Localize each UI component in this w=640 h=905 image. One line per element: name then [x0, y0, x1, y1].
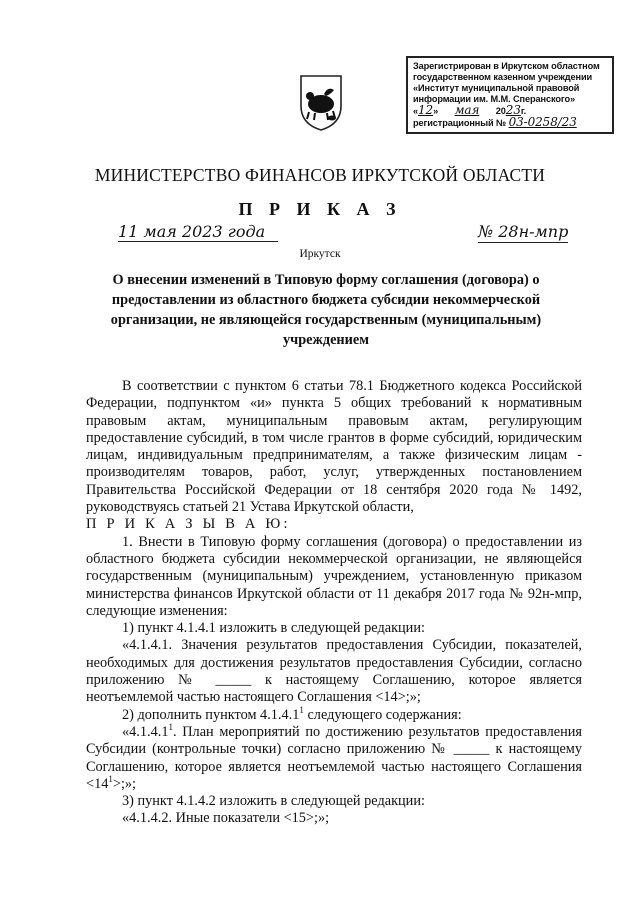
- stamp-reg-label: регистрационный №: [413, 118, 507, 128]
- paragraph-1-item-2: [86, 704, 582, 724]
- item-2-text-end: следующего содержания:: [303, 706, 462, 723]
- quote-start: «4.1.4.1: [122, 723, 169, 740]
- document-body: [86, 378, 582, 828]
- order-number: [478, 222, 568, 243]
- document-type-heading: П Р И К А З: [238, 199, 402, 219]
- coat-of-arms-emblem: [298, 72, 344, 132]
- stamp-line: государственном казенном учреждении: [413, 72, 593, 82]
- item-2-text: 2) дополнить пунктом 4.1.4.1: [122, 706, 300, 723]
- number-sign: №: [478, 222, 494, 241]
- stamp-date-month: мая: [454, 103, 480, 117]
- city-label: Иркутск: [299, 248, 341, 260]
- intro-paragraph: В соответствии с пунктом 6 статьи 78.1 Бюджетного кодекса Российской Федерации, подпунктом «и» пункта 5 общих требований к нормативным правовым актам, муниципальным правовым актам, регулирующим предоставление субсидий, в том числе грантов в форме субсидий, юридическим лицам, индивидуальным предпринимателям, а также физическим лицам - производителям товаров, работ, услуг, утвержденных постановлением Правительства Российской Федерации от 18 сентября 2020 года № 1492, руководствуясь статьей 21 Устава Иркутской области,: [86, 378, 582, 516]
- stamp-date-year: 23: [505, 103, 521, 117]
- paragraph-1-item-1-quote: «4.1.4.1. Значения результатов предоставления Субсидии, показателей, необходимых для достижения результатов предоставления Субсидии, согласно приложению № _____ к настоящему Соглашению, которое является неотъемлемой частью настоящего Соглашения <14>;»;: [86, 637, 582, 706]
- paragraph-1-item-3: 3) пункт 4.1.4.2 изложить в следующей редакции:: [122, 793, 425, 810]
- paragraph-1-item-2-quote: [86, 724, 582, 793]
- superscript: 1: [168, 722, 173, 733]
- paragraph-1: 1. Внести в Типовую форму соглашения (договора) о предоставлении из областного бюджета субсидии некоммерческой организации, не являющейся государственным (муниципальным) учреждением, установленную приказом министерства финансов Иркутской области от 11 декабря 2017 года № 92н-мпр, следующие изменения:: [86, 533, 582, 619]
- stamp-date-day: 12: [418, 103, 434, 117]
- superscript: 1: [108, 774, 113, 785]
- ministry-heading: МИНИСТЕРСТВО ФИНАНСОВ ИРКУТСКОЙ ОБЛАСТИ: [94, 165, 546, 185]
- stamp-line: Зарегистрирован в Иркутском областном: [413, 61, 600, 71]
- stamp-reg-row: [413, 117, 607, 129]
- stamp-year-prefix: 20: [495, 106, 506, 116]
- quote-end: >;»;: [112, 775, 137, 792]
- stamp-year-suffix: г.: [520, 106, 527, 116]
- stamp-line: «Институт муниципальной правовой: [413, 83, 580, 93]
- registration-stamp: [406, 56, 614, 134]
- document-title: О внесении изменений в Типовую форму соглашения (договора) о предоставлении из областного бюджета субсидии некоммерческой организации, не являющейся государственным (муниципальным) учреждением: [110, 272, 542, 348]
- stamp-line: информации им. М.М. Сперанского»: [413, 94, 576, 104]
- paragraph-1-item-1: 1) пункт 4.1.4.1 изложить в следующей редакции:: [122, 620, 425, 637]
- paragraph-1-item-3-quote: «4.1.4.2. Иные показатели <15>;»;: [122, 810, 330, 827]
- stamp-date-open: «: [413, 106, 419, 116]
- superscript: 1: [299, 704, 304, 715]
- order-date-handwritten: 11 мая 2023 года: [118, 222, 278, 242]
- order-word: П Р И К А З Ы В А Ю:: [86, 516, 291, 533]
- stamp-date-mid: »: [433, 106, 439, 116]
- order-number-handwritten: 28н-мпр: [498, 222, 569, 241]
- quote-text: . План мероприятий по достижению результатов предоставления Субсидии (контрольные точки) согласно приложению № _____ к настоящему Соглашению, которое является неотъемлемой частью настоящего Соглашения <14: [86, 723, 582, 792]
- stamp-reg-number: 03-0258/23: [508, 115, 577, 129]
